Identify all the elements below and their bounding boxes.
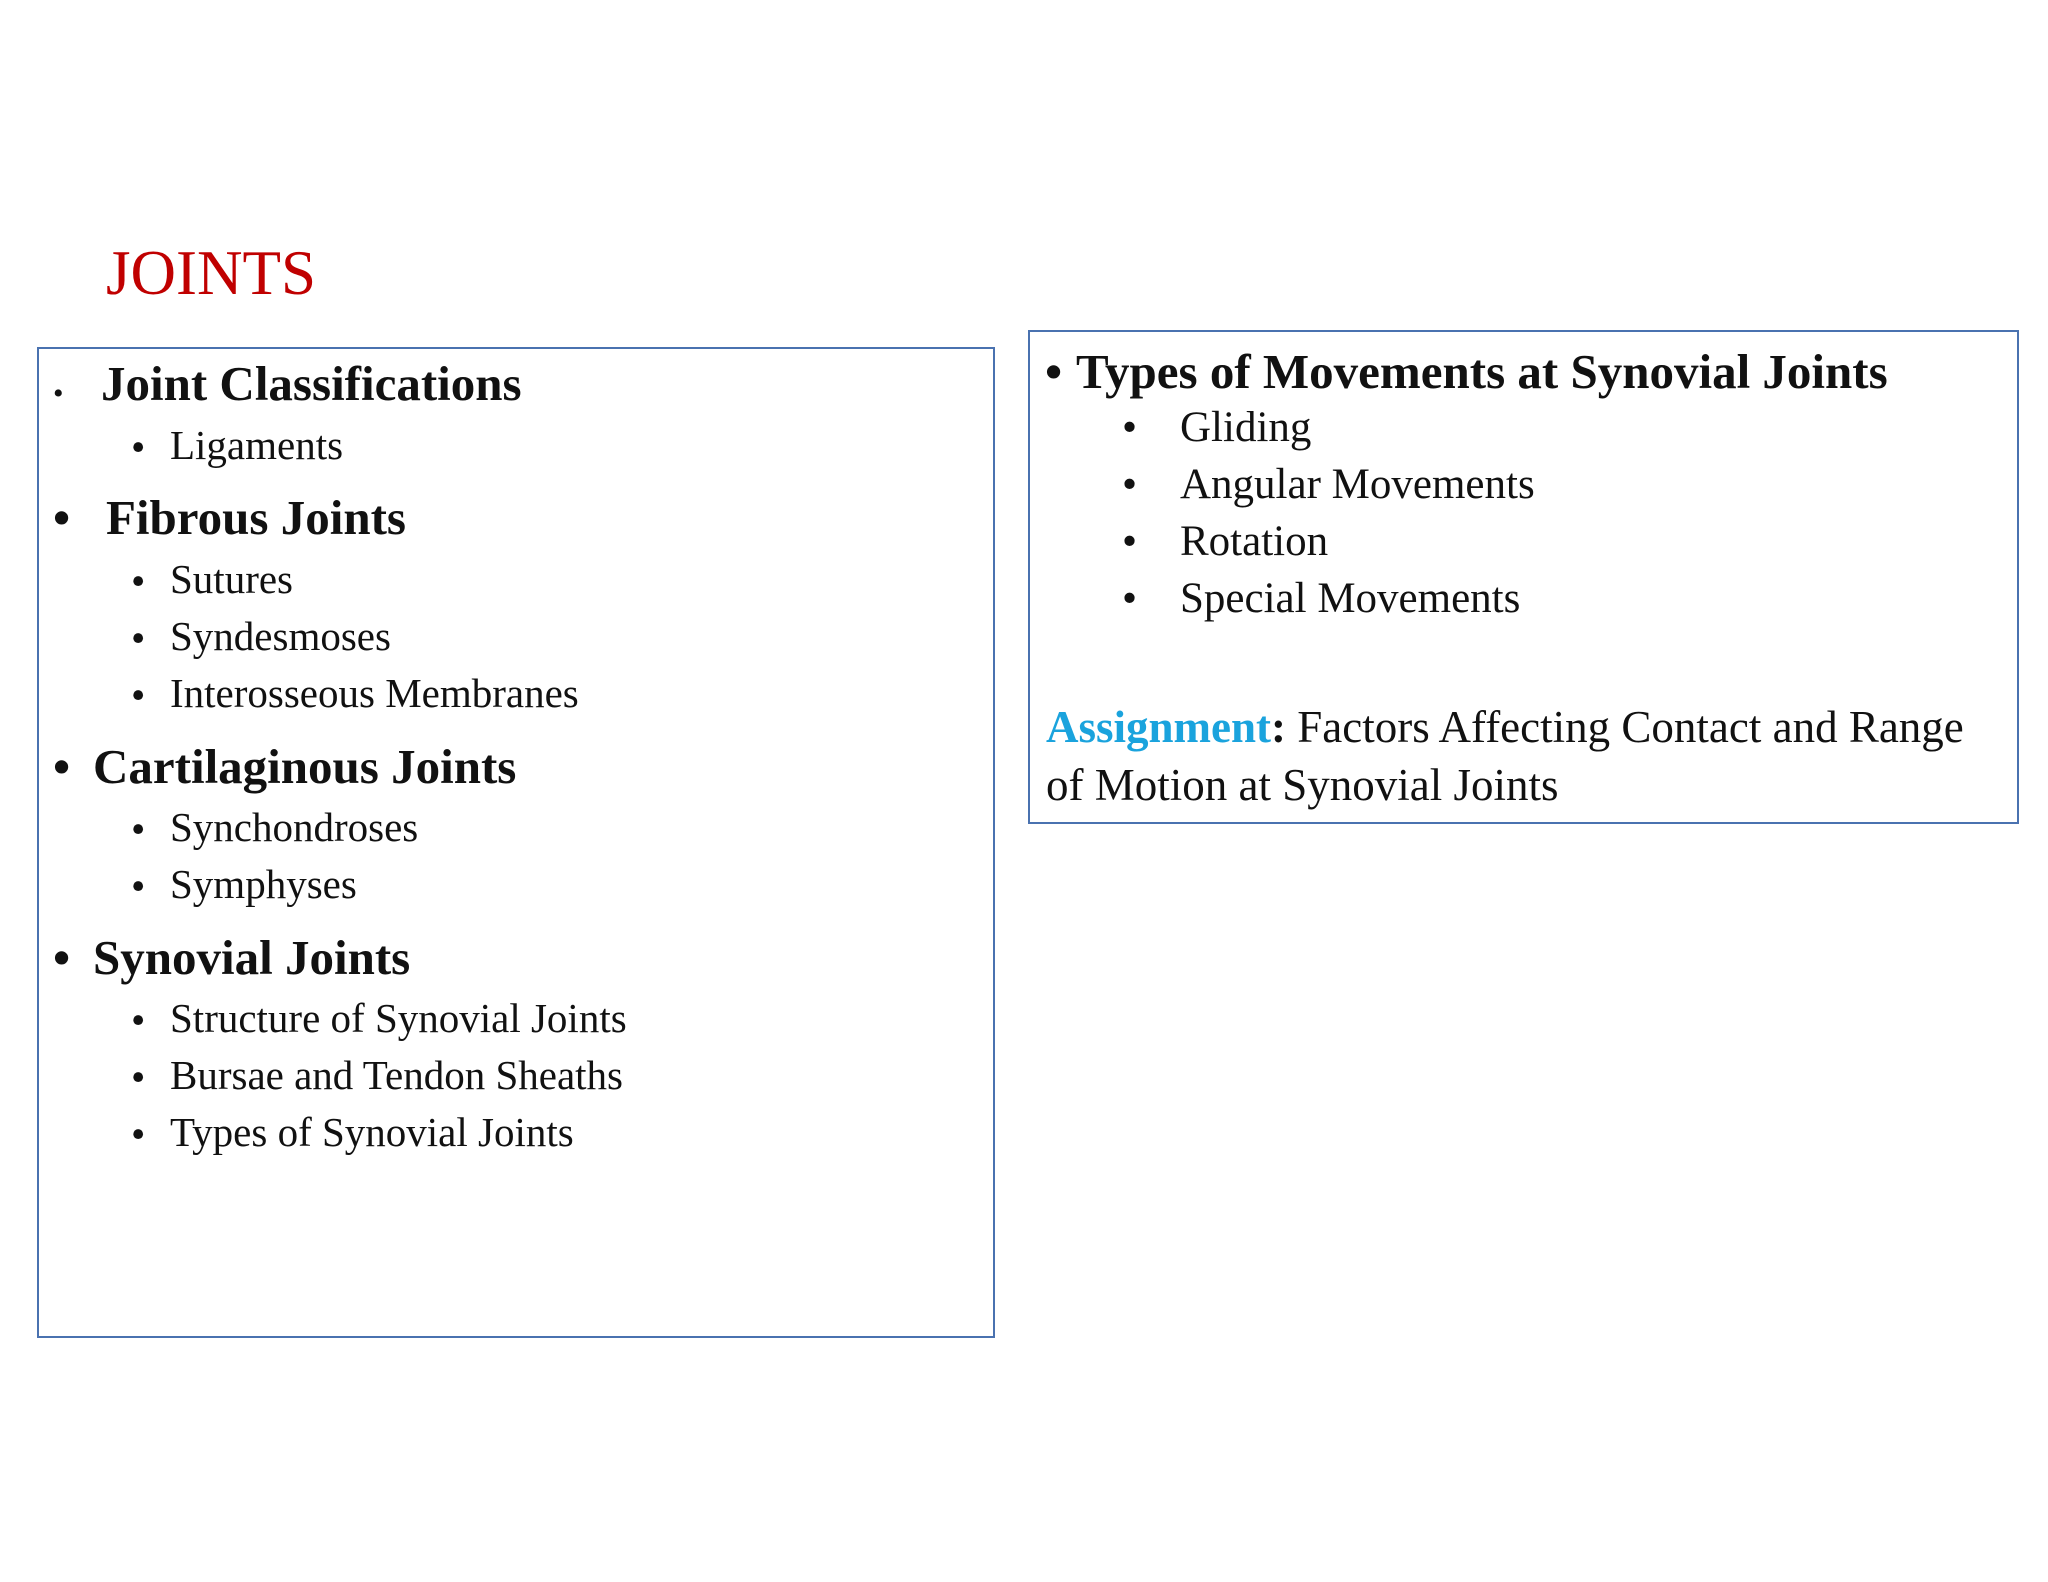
slide-title: JOINTS — [106, 238, 317, 308]
bullet-icon: • — [131, 424, 146, 470]
subitem-symphyses: Symphyses — [170, 861, 357, 907]
bullet-icon: • — [53, 377, 64, 410]
synovial-movements-panel — [1028, 330, 2019, 824]
bullet-icon: • — [131, 806, 146, 852]
subitem-syndesmoses: Syndesmoses — [170, 613, 391, 659]
section-heading-fibrous-joints: Fibrous Joints — [106, 490, 406, 545]
section-heading-cartilaginous-joints: Cartilaginous Joints — [93, 739, 517, 794]
subitem-ligaments: Ligaments — [170, 422, 344, 468]
bullet-icon: • — [1122, 461, 1138, 508]
subitem-interosseous-membranes: Interosseous Membranes — [170, 670, 579, 716]
subitem-types-of-synovial-joints: Types of Synovial Joints — [170, 1109, 574, 1155]
bullet-icon: • — [131, 863, 146, 909]
bullet-icon: • — [1122, 404, 1138, 451]
bullet-icon: • — [131, 997, 146, 1043]
bullet-icon: • — [131, 1111, 146, 1157]
joint-classification-panel — [37, 347, 995, 1338]
section-heading-synovial-joints: Synovial Joints — [93, 930, 411, 985]
bullet-icon: • — [1122, 518, 1138, 565]
section-heading-joint-classifications: Joint Classifications — [101, 356, 522, 411]
bullet-icon: • — [1122, 575, 1138, 622]
bullet-icon: • — [53, 930, 71, 985]
bullet-icon: • — [131, 615, 146, 661]
subitem-rotation: Rotation — [1180, 518, 1329, 565]
bullet-icon: • — [131, 672, 146, 718]
assignment-text: Factors Affecting Contact and Range of Motion at Synovial Joints — [1046, 702, 1964, 810]
assignment-note — [1046, 698, 1986, 814]
bullet-icon: • — [131, 1054, 146, 1100]
subitem-sutures: Sutures — [170, 556, 293, 602]
section-heading-types-of-movements: Types of Movements at Synovial Joints — [1076, 344, 1888, 399]
bullet-icon: • — [53, 739, 71, 794]
bullet-icon: • — [1045, 344, 1063, 399]
subitem-special-movements: Special Movements — [1180, 575, 1521, 622]
subitem-gliding: Gliding — [1180, 404, 1312, 451]
subitem-angular-movements: Angular Movements — [1180, 461, 1535, 508]
bullet-icon: • — [131, 558, 146, 604]
subitem-bursae-and-tendon-sheaths: Bursae and Tendon Sheaths — [170, 1052, 623, 1098]
subitem-structure-of-synovial-joints: Structure of Synovial Joints — [170, 995, 627, 1041]
assignment-colon: : — [1271, 702, 1287, 752]
assignment-label: Assignment — [1046, 702, 1272, 752]
subitem-synchondroses: Synchondroses — [170, 804, 419, 850]
bullet-icon: • — [53, 490, 71, 545]
